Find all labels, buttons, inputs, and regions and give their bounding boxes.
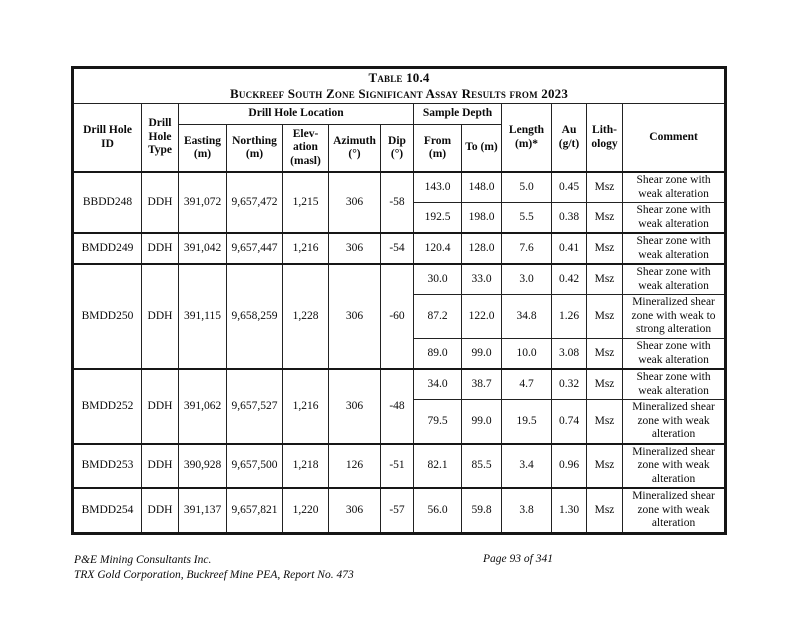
cell-from: 143.0 xyxy=(414,172,462,203)
cell-drill-hole-type: DDH xyxy=(142,172,179,233)
cell-au: 0.32 xyxy=(552,369,587,400)
cell-comment: Mineralized shear zone with weak alteration xyxy=(623,488,726,533)
table-caption: Buckreef South Zone Significant Assay Results from 2023 xyxy=(230,86,569,101)
assay-row xyxy=(73,369,726,400)
cell-drill-hole-id: BMDD250 xyxy=(73,264,142,369)
assay-row xyxy=(73,264,726,295)
cell-from: 34.0 xyxy=(414,369,462,400)
page-number: Page 93 of 341 xyxy=(483,553,553,565)
cell-from: 82.1 xyxy=(414,444,462,489)
cell-from: 192.5 xyxy=(414,203,462,234)
cell-lithology: Msz xyxy=(587,233,623,264)
cell-dip: -57 xyxy=(381,488,414,533)
cell-drill-hole-type: DDH xyxy=(142,233,179,264)
cell-elevation: 1,218 xyxy=(283,444,329,489)
cell-to: 38.7 xyxy=(462,369,502,400)
cell-lithology: Msz xyxy=(587,172,623,203)
cell-lithology: Msz xyxy=(587,339,623,370)
cell-azimuth: 306 xyxy=(329,233,381,264)
footer-company: P&E Mining Consultants Inc. xyxy=(74,554,212,566)
cell-dip: -54 xyxy=(381,233,414,264)
cell-northing: 9,657,500 xyxy=(227,444,283,489)
header-azimuth: Azimuth (°) xyxy=(329,125,381,173)
cell-drill-hole-type: DDH xyxy=(142,488,179,533)
cell-to: 99.0 xyxy=(462,400,502,444)
header-group-row xyxy=(73,104,726,125)
cell-elevation: 1,220 xyxy=(283,488,329,533)
cell-lithology: Msz xyxy=(587,295,623,339)
cell-elevation: 1,216 xyxy=(283,233,329,264)
assay-row xyxy=(73,172,726,203)
cell-lithology: Msz xyxy=(587,264,623,295)
cell-au: 0.41 xyxy=(552,233,587,264)
cell-easting: 391,062 xyxy=(179,369,227,444)
cell-length: 5.0 xyxy=(502,172,552,203)
cell-northing: 9,657,447 xyxy=(227,233,283,264)
cell-au: 0.42 xyxy=(552,264,587,295)
cell-length: 34.8 xyxy=(502,295,552,339)
cell-au: 0.74 xyxy=(552,400,587,444)
header-dip: Dip (°) xyxy=(381,125,414,173)
header-drill-hole-id: Drill Hole ID xyxy=(73,104,142,173)
cell-to: 122.0 xyxy=(462,295,502,339)
cell-comment: Mineralized shear zone with weak alteration xyxy=(623,444,726,489)
cell-from: 120.4 xyxy=(414,233,462,264)
cell-northing: 9,657,472 xyxy=(227,172,283,233)
cell-azimuth: 126 xyxy=(329,444,381,489)
table-title-row xyxy=(73,68,726,104)
header-to: To (m) xyxy=(462,125,502,173)
cell-easting: 391,042 xyxy=(179,233,227,264)
header-easting: Easting (m) xyxy=(179,125,227,173)
cell-dip: -48 xyxy=(381,369,414,444)
table-number: Table 10.4 xyxy=(368,70,430,85)
cell-to: 85.5 xyxy=(462,444,502,489)
cell-lithology: Msz xyxy=(587,203,623,234)
cell-elevation: 1,228 xyxy=(283,264,329,369)
cell-easting: 391,137 xyxy=(179,488,227,533)
cell-dip: -58 xyxy=(381,172,414,233)
cell-au: 0.38 xyxy=(552,203,587,234)
cell-from: 87.2 xyxy=(414,295,462,339)
cell-from: 89.0 xyxy=(414,339,462,370)
table-title-cell xyxy=(73,68,726,104)
header-au: Au (g/t) xyxy=(552,104,587,173)
header-drill-hole-location: Drill Hole Location xyxy=(179,104,414,125)
cell-easting: 390,928 xyxy=(179,444,227,489)
header-comment: Comment xyxy=(623,104,726,173)
cell-au: 1.26 xyxy=(552,295,587,339)
cell-azimuth: 306 xyxy=(329,488,381,533)
cell-lithology: Msz xyxy=(587,400,623,444)
cell-comment: Shear zone with weak alteration xyxy=(623,339,726,370)
cell-lithology: Msz xyxy=(587,444,623,489)
cell-comment: Shear zone with weak alteration xyxy=(623,264,726,295)
assay-row xyxy=(73,233,726,264)
cell-elevation: 1,215 xyxy=(283,172,329,233)
cell-to: 59.8 xyxy=(462,488,502,533)
cell-length: 19.5 xyxy=(502,400,552,444)
cell-comment: Mineralized shear zone with weak to strong alteration xyxy=(623,295,726,339)
cell-length: 3.4 xyxy=(502,444,552,489)
cell-to: 128.0 xyxy=(462,233,502,264)
cell-length: 3.8 xyxy=(502,488,552,533)
footer-report-title: TRX Gold Corporation, Buckreef Mine PEA, Report No. 473 xyxy=(74,568,354,581)
assay-results-table xyxy=(71,66,727,535)
cell-from: 79.5 xyxy=(414,400,462,444)
header-elevation: Elev-ation (masl) xyxy=(283,125,329,173)
cell-elevation: 1,216 xyxy=(283,369,329,444)
cell-length: 5.5 xyxy=(502,203,552,234)
cell-azimuth: 306 xyxy=(329,369,381,444)
cell-from: 30.0 xyxy=(414,264,462,295)
cell-dip: -60 xyxy=(381,264,414,369)
cell-au: 0.96 xyxy=(552,444,587,489)
cell-au: 1.30 xyxy=(552,488,587,533)
cell-comment: Mineralized shear zone with weak alteration xyxy=(623,400,726,444)
cell-length: 4.7 xyxy=(502,369,552,400)
cell-lithology: Msz xyxy=(587,488,623,533)
cell-length: 10.0 xyxy=(502,339,552,370)
header-drill-hole-type: Drill Hole Type xyxy=(142,104,179,173)
cell-comment: Shear zone with weak alteration xyxy=(623,369,726,400)
cell-au: 3.08 xyxy=(552,339,587,370)
cell-to: 198.0 xyxy=(462,203,502,234)
cell-to: 99.0 xyxy=(462,339,502,370)
cell-comment: Shear zone with weak alteration xyxy=(623,172,726,203)
cell-to: 148.0 xyxy=(462,172,502,203)
cell-drill-hole-id: BMDD253 xyxy=(73,444,142,489)
cell-length: 7.6 xyxy=(502,233,552,264)
cell-comment: Shear zone with weak alteration xyxy=(623,203,726,234)
cell-northing: 9,658,259 xyxy=(227,264,283,369)
cell-northing: 9,657,821 xyxy=(227,488,283,533)
cell-easting: 391,072 xyxy=(179,172,227,233)
cell-comment: Shear zone with weak alteration xyxy=(623,233,726,264)
cell-northing: 9,657,527 xyxy=(227,369,283,444)
cell-to: 33.0 xyxy=(462,264,502,295)
header-from: From (m) xyxy=(414,125,462,173)
cell-from: 56.0 xyxy=(414,488,462,533)
header-length: Length (m)* xyxy=(502,104,552,173)
cell-drill-hole-type: DDH xyxy=(142,444,179,489)
cell-azimuth: 306 xyxy=(329,172,381,233)
cell-drill-hole-id: BBDD248 xyxy=(73,172,142,233)
footer-attribution xyxy=(74,553,354,582)
cell-drill-hole-type: DDH xyxy=(142,369,179,444)
assay-row xyxy=(73,488,726,533)
cell-dip: -51 xyxy=(381,444,414,489)
cell-drill-hole-id: BMDD249 xyxy=(73,233,142,264)
header-lithology: Lith-ology xyxy=(587,104,623,173)
assay-row xyxy=(73,444,726,489)
cell-lithology: Msz xyxy=(587,369,623,400)
cell-drill-hole-id: BMDD254 xyxy=(73,488,142,533)
header-northing: Northing (m) xyxy=(227,125,283,173)
header-sample-depth: Sample Depth xyxy=(414,104,502,125)
cell-au: 0.45 xyxy=(552,172,587,203)
cell-length: 3.0 xyxy=(502,264,552,295)
cell-azimuth: 306 xyxy=(329,264,381,369)
cell-easting: 391,115 xyxy=(179,264,227,369)
cell-drill-hole-id: BMDD252 xyxy=(73,369,142,444)
cell-drill-hole-type: DDH xyxy=(142,264,179,369)
